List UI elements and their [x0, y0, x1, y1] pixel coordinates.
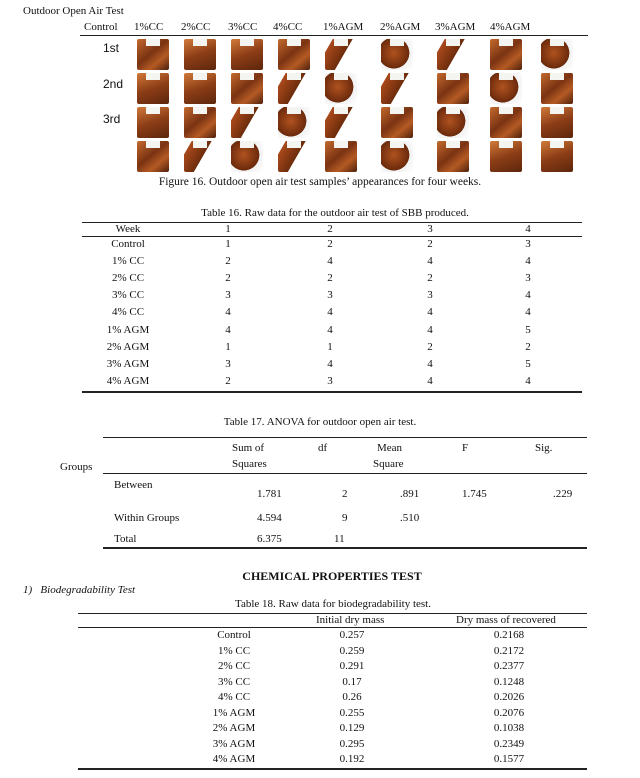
table-18-cell: 0.2168: [493, 629, 525, 641]
table-18-cell: 0.2076: [493, 706, 525, 719]
table-16-cell: 4: [427, 357, 433, 370]
table-17-header: Sig.: [535, 442, 553, 454]
anova-row-label: Within Groups: [114, 512, 180, 524]
table-18-cell: 0.2172: [493, 644, 525, 657]
sample-photo: [541, 73, 573, 104]
table-17-rule-head: [103, 473, 587, 474]
table-18-cell: 0.1038: [493, 722, 525, 734]
sample-photo: [437, 141, 469, 172]
photo-row-label: 1st: [103, 41, 120, 55]
chemical-properties-heading: CHEMICAL PROPERTIES TEST: [242, 569, 422, 583]
table-17-header: F: [462, 442, 469, 454]
table-16-row-label: 1% CC: [111, 255, 145, 268]
sample-photo: [541, 39, 573, 70]
table-16-cell: 4: [225, 306, 231, 319]
table-18-cell: 0.291: [339, 660, 365, 672]
table-16-cell: 4: [525, 374, 531, 387]
table-16-cell: 1: [225, 340, 231, 353]
anova-ss: 4.594: [257, 512, 282, 524]
sample-photo: [278, 73, 310, 104]
table-16-row-label: 4% CC: [111, 306, 145, 319]
sample-photo: [231, 39, 263, 70]
table-16-cell: 2: [225, 255, 231, 268]
table-16-cell: 2: [225, 272, 231, 285]
table-18-row-label: 4% CC: [217, 691, 251, 703]
anova-sig: .229: [553, 488, 573, 500]
photo-col-header: 1%AGM: [323, 21, 364, 33]
table-18-cell: 0.257: [339, 629, 365, 641]
sample-photo: [490, 107, 522, 138]
table-17-rule-top: [103, 437, 587, 438]
sample-photo: [490, 73, 522, 104]
sample-photo: [184, 141, 216, 172]
sample-photo: [437, 39, 469, 70]
table-16-cell: 2: [427, 238, 433, 250]
anova-df: 2: [342, 488, 348, 500]
table-16-rule-head: [82, 236, 582, 237]
photo-col-header: 3%CC: [228, 21, 258, 33]
table-16-cell: 3: [427, 289, 433, 302]
photo-col-header: 2%AGM: [380, 21, 421, 33]
table-18-cell: 0.1248: [493, 675, 525, 688]
sample-photo: [381, 39, 413, 70]
table-16-cell: 2: [327, 272, 333, 285]
table-18-row-label: 3% AGM: [212, 737, 256, 750]
table-16-cell: 3: [525, 238, 531, 250]
sample-photo: [490, 39, 522, 70]
table-18-rule-head: [78, 627, 587, 628]
sample-photo: [137, 73, 169, 104]
table-17-header: df: [318, 442, 328, 454]
table-16-row-label: 1% AGM: [106, 323, 150, 336]
table-18-caption: Table 18. Raw data for biodegradability test.: [235, 598, 431, 610]
table-18-cell: 0.259: [339, 644, 365, 657]
sample-photo: [278, 107, 310, 138]
photo-row-label: 2nd: [103, 77, 124, 91]
table-16-cell: 3: [327, 289, 333, 302]
anova-ms: .891: [400, 488, 420, 500]
sample-photo: [325, 107, 357, 138]
table-18-cell: 0.1577: [493, 753, 525, 765]
sample-photo: [325, 73, 357, 104]
table-16-cell: 4: [427, 323, 433, 336]
table-16-cell: 4: [525, 306, 531, 319]
photo-col-header: 4%AGM: [490, 21, 531, 33]
sample-photo: [137, 141, 169, 172]
table-16-cell: 2: [525, 340, 531, 353]
sample-photo: [184, 73, 216, 104]
table-18-row-label: 1% AGM: [212, 706, 256, 719]
table-16-cell: 2: [327, 238, 333, 250]
photo-grid-rule: [80, 35, 588, 36]
table-17-groups-label: Groups: [60, 461, 93, 473]
table-18-header: Dry mass of recovered: [456, 614, 556, 626]
table-16-header: 2: [327, 223, 333, 235]
sample-photo: [437, 73, 469, 104]
table-16-cell: 4: [327, 323, 333, 336]
sample-photo: [231, 141, 263, 172]
table-16-cell: 3: [225, 289, 231, 302]
table-16-row-label: Control: [111, 238, 145, 250]
table-16-cell: 4: [327, 357, 333, 370]
photo-row-label: 3rd: [103, 112, 121, 126]
anova-df: 9: [342, 512, 348, 524]
table-16-cell: 5: [525, 323, 531, 336]
sample-photo: [490, 141, 522, 172]
table-18-row-label: 4% AGM: [212, 753, 256, 765]
anova-row-label: Between: [114, 479, 153, 491]
table-16-cell: 4: [327, 306, 333, 319]
table-18-cell: 0.2349: [493, 737, 525, 750]
table-16-cell: 2: [427, 340, 433, 353]
table-17-caption: Table 17. ANOVA for outdoor open air test.: [223, 416, 417, 428]
anova-ms: .510: [400, 512, 420, 524]
table-18-cell: 0.129: [339, 722, 365, 734]
sample-photo: [325, 141, 357, 172]
table-16-row-label: 4% AGM: [106, 374, 150, 387]
sample-photo: [278, 39, 310, 70]
anova-ss: 1.781: [257, 488, 282, 500]
table-17-header: Mean: [377, 442, 403, 454]
table-16-header: 4: [525, 223, 531, 235]
anova-ss: 6.375: [257, 533, 282, 545]
table-16-cell: 5: [525, 357, 531, 370]
table-16-row-label: 2% CC: [111, 272, 145, 285]
table-18-cell: 0.295: [339, 737, 365, 750]
table-18-header: Initial dry mass: [316, 614, 385, 626]
table-18-cell: 0.26: [342, 691, 362, 703]
sample-photo: [381, 107, 413, 138]
table-16-row-label: 2% AGM: [106, 340, 150, 353]
anova-df: 11: [334, 533, 345, 545]
section-title: Outdoor Open Air Test: [23, 5, 124, 17]
table-16-header: Week: [115, 223, 141, 235]
table-17-header: Sum of: [232, 442, 265, 454]
table-16-cell: 3: [525, 272, 531, 285]
table-18-cell: 0.2026: [493, 691, 525, 703]
sample-photo: [325, 39, 357, 70]
photo-col-header: 1%CC: [134, 21, 164, 33]
table-16-cell: 3: [327, 374, 333, 387]
photo-col-header: Control: [84, 21, 118, 33]
table-16-header: 3: [427, 223, 433, 235]
table-18-row-label: 2% CC: [217, 660, 251, 672]
table-18-row-label: 1% CC: [217, 644, 251, 657]
photo-col-header: 3%AGM: [435, 21, 476, 33]
sample-photo: [184, 107, 216, 138]
figure-16-caption: Figure 16. Outdoor open air test samples’ appearances for four weeks.: [158, 176, 482, 188]
table-16-rule-bottom: [82, 391, 582, 393]
table-18-row-label: 2% AGM: [212, 722, 256, 734]
sample-photo: [381, 141, 413, 172]
sample-photo: [437, 107, 469, 138]
sample-photo: [541, 141, 573, 172]
photo-col-header: 2%CC: [181, 21, 211, 33]
sample-photo: [381, 73, 413, 104]
table-16-cell: 3: [225, 357, 231, 370]
table-18-row-label: 3% CC: [217, 675, 251, 688]
table-16-header: 1: [225, 223, 231, 235]
table-16-cell: 4: [427, 306, 433, 319]
table-16-cell: 2: [427, 272, 433, 285]
table-16-caption: Table 16. Raw data for the outdoor air test of SBB produced.: [201, 207, 469, 219]
table-16-cell: 4: [225, 323, 231, 336]
table-16-cell: 4: [525, 289, 531, 302]
sample-photo: [231, 73, 263, 104]
anova-row-label: Total: [114, 533, 137, 545]
sample-photo: [137, 107, 169, 138]
table-16-cell: 4: [327, 255, 333, 268]
anova-f: 1.745: [462, 488, 487, 500]
table-16-row-label: 3% AGM: [106, 357, 150, 370]
sample-photo: [278, 141, 310, 172]
table-16-cell: 2: [225, 374, 231, 387]
table-18-row-label: Control: [217, 629, 251, 641]
table-17-header: Square: [373, 458, 404, 470]
table-16-cell: 1: [225, 238, 231, 250]
photo-col-header: 4%CC: [273, 21, 303, 33]
table-18-rule-bottom: [78, 768, 587, 770]
table-16-cell: 4: [427, 255, 433, 268]
table-18-cell: 0.192: [339, 753, 365, 765]
sample-photo: [184, 39, 216, 70]
table-18-cell: 0.2377: [493, 660, 525, 672]
table-16-row-label: 3% CC: [111, 289, 145, 302]
table-17-rule-bottom: [103, 547, 587, 549]
sample-photo: [137, 39, 169, 70]
table-16-cell: 4: [427, 374, 433, 387]
table-17-header: Squares: [232, 458, 267, 470]
sample-photo: [541, 107, 573, 138]
table-16-cell: 1: [327, 340, 333, 353]
table-16-cell: 4: [525, 255, 531, 268]
table-18-cell: 0.255: [339, 706, 365, 719]
table-18-cell: 0.17: [342, 675, 362, 688]
biodegradability-heading: 1) Biodegradability Test: [23, 584, 136, 596]
sample-photo: [231, 107, 263, 138]
